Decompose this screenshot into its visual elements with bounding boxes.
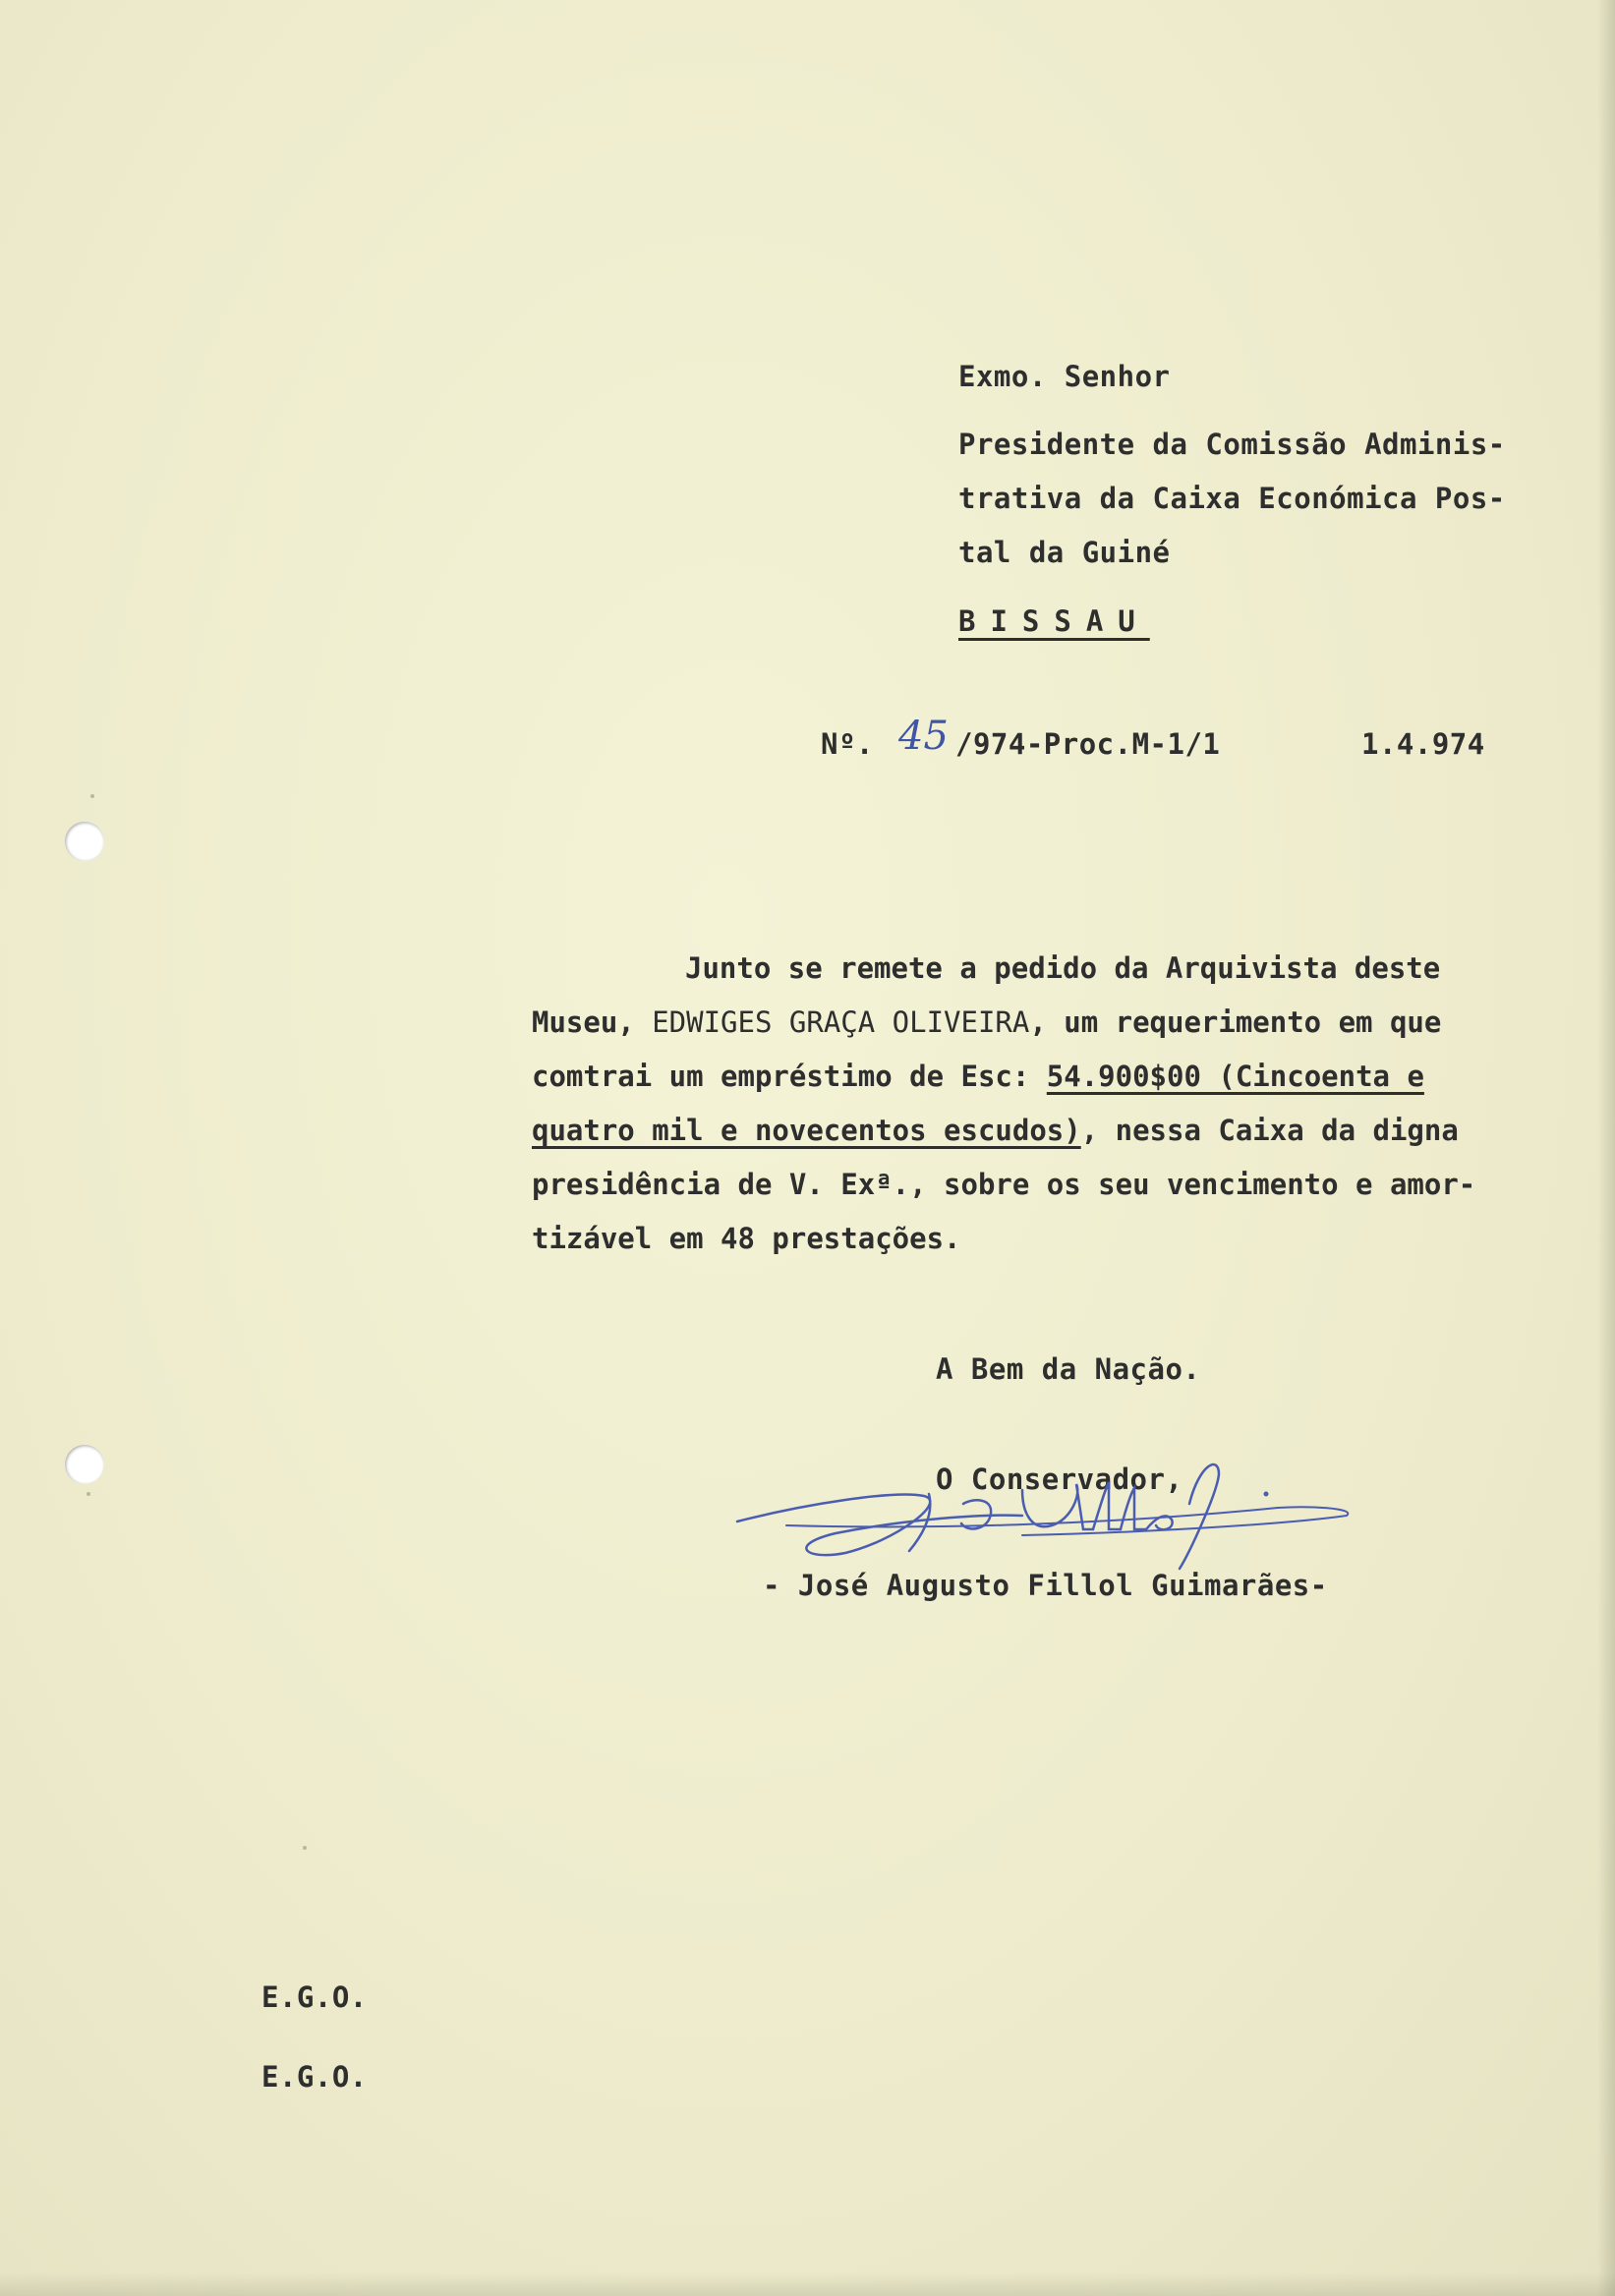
recipient-title-line: trativa da Caixa Económica Pos-: [958, 482, 1506, 515]
typist-initials: E.G.O.: [261, 2060, 368, 2094]
body-line: presidência de V. Exª., sobre os seu vencimento e amor-: [532, 1168, 1476, 1201]
employee-name: EDWIGES GRAÇA OLIVEIRA: [652, 1005, 1030, 1039]
body-line: [532, 1005, 1441, 1039]
body-line: [532, 1060, 1424, 1093]
body-text: Museu,: [532, 1005, 653, 1039]
body-text: , um requerimento em que: [1029, 1005, 1442, 1039]
paper-speck: [90, 794, 94, 798]
recipient-salutation: Exmo. Senhor: [958, 360, 1171, 393]
recipient-title-line: Presidente da Comissão Adminis-: [958, 428, 1506, 461]
recipient-city: BISSAU: [958, 604, 1150, 638]
closing-phrase: A Bem da Nação.: [936, 1352, 1201, 1386]
punch-hole: [65, 1445, 104, 1484]
signer-name: - José Augusto Fillol Guimarães-: [763, 1569, 1328, 1602]
typist-initials: E.G.O.: [261, 1980, 368, 2014]
reference-prefix: Nº.: [821, 727, 874, 761]
body-line: [532, 1114, 1459, 1147]
page-edge-shadow: [0, 2272, 1615, 2296]
punch-hole: [65, 822, 104, 861]
reference-number-handwritten: 45: [898, 714, 949, 759]
body-text: comtrai um empréstimo de Esc:: [532, 1060, 1047, 1093]
loan-amount-words: quatro mil e novecentos escudos): [532, 1114, 1081, 1147]
loan-amount: 54.900$00 (Cincoenta e: [1046, 1060, 1424, 1093]
handwritten-signature: [727, 1435, 1376, 1573]
signer-title: O Conservador,: [936, 1463, 1183, 1496]
reference-process-code: /974-Proc.M-1/1: [955, 727, 1221, 761]
paper-speck: [87, 1492, 90, 1496]
body-text: , nessa Caixa da digna: [1080, 1114, 1459, 1147]
paper-speck: [303, 1846, 307, 1850]
body-line: tizável em 48 prestações.: [532, 1222, 961, 1255]
recipient-title-line: tal da Guiné: [958, 536, 1171, 569]
reference-date: 1.4.974: [1361, 727, 1485, 761]
body-line: Junto se remete a pedido da Arquivista deste: [685, 951, 1441, 985]
